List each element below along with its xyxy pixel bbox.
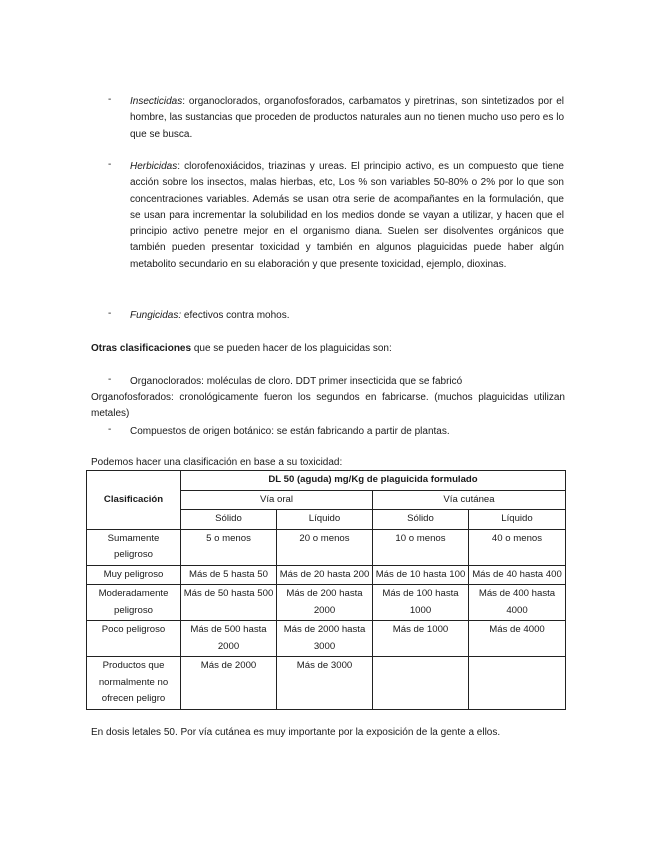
cell-oral-solido: Más de 50 hasta 500 bbox=[181, 585, 277, 621]
cell-oral-liquido: Más de 20 hasta 200 bbox=[277, 565, 373, 585]
row-label: Sumamente peligroso bbox=[87, 529, 181, 565]
cell-cutanea-liquido: 40 o menos bbox=[469, 529, 566, 565]
cell-cutanea-solido bbox=[373, 657, 469, 710]
bullet-dash: - bbox=[108, 159, 112, 170]
cell-oral-solido: Más de 500 hasta 2000 bbox=[181, 621, 277, 657]
col-header-clasificacion: Clasificación bbox=[87, 471, 181, 530]
organofosforados-text: Organofosforados: cronológicamente fueron los segundos en fabricarse. (muchos plaguicidas utilizan metales) bbox=[91, 392, 565, 419]
group-header-dl50: DL 50 (aguda) mg/Kg de plaguicida formulado bbox=[181, 471, 566, 491]
otras-clasificaciones bbox=[91, 341, 565, 357]
text-fungicidas: efectivos contra mohos. bbox=[181, 310, 290, 321]
header-liquido: Líquido bbox=[469, 510, 566, 530]
cell-oral-liquido: Más de 200 hasta 2000 bbox=[277, 585, 373, 621]
table-intro: Podemos hacer una clasificación en base a su toxicidad: bbox=[91, 457, 343, 468]
table-row bbox=[87, 565, 566, 585]
cell-oral-solido: Más de 2000 bbox=[181, 657, 277, 710]
bullet-dash: - bbox=[108, 308, 112, 319]
row-label: Poco peligroso bbox=[87, 621, 181, 657]
table-row bbox=[87, 585, 566, 621]
cell-cutanea-solido: Más de 10 hasta 100 bbox=[373, 565, 469, 585]
table-row bbox=[87, 529, 566, 565]
term-fungicidas: Fungicidas: bbox=[130, 310, 182, 321]
otras-rest: que se pueden hacer de los plaguicidas son: bbox=[191, 343, 392, 354]
row-label: Productos que normalmente no ofrecen peligro bbox=[87, 657, 181, 710]
row-label: Moderadamente peligroso bbox=[87, 585, 181, 621]
closing-text: En dosis letales 50. Por vía cutánea es muy importante por la exposición de la gente a ellos. bbox=[91, 727, 501, 738]
toxicity-table bbox=[86, 470, 566, 710]
cell-oral-liquido: Más de 3000 bbox=[277, 657, 373, 710]
cell-cutanea-solido: Más de 100 hasta 1000 bbox=[373, 585, 469, 621]
row-label: Muy peligroso bbox=[87, 565, 181, 585]
cell-cutanea-liquido: Más de 4000 bbox=[469, 621, 566, 657]
header-liquido: Líquido bbox=[277, 510, 373, 530]
table-row bbox=[87, 657, 566, 710]
bullet-dash: - bbox=[108, 374, 112, 385]
cell-oral-liquido: Más de 2000 hasta 3000 bbox=[277, 621, 373, 657]
cell-cutanea-liquido: Más de 400 hasta 4000 bbox=[469, 585, 566, 621]
cell-cutanea-solido: Más de 1000 bbox=[373, 621, 469, 657]
table-row bbox=[87, 621, 566, 657]
cell-cutanea-solido: 10 o menos bbox=[373, 529, 469, 565]
text-insecticidas: : organoclorados, organofosforados, carbamatos y piretrinas, son sintetizados por el hombre, las sustancias que proceden de productos naturales aun no tienen mucho uso pero es lo que se busca. bbox=[130, 96, 564, 140]
text-herbicidas: : clorofenoxiácidos, triazinas y ureas. El principio activo, es un compuesto que tiene acción sobre los insectos, malas hierbas, etc, Los % son variables 50-80% o 2% por lo que son concentraciones variables. Además se usan otra serie de acompañantes en la formulación, que se usan para incrementar la solubilidad en los medios donde se vayan a utilizar, y hacen que el principio activo penetre mejor en el organismo diana. Suelen ser disolventes orgánicos que también pueden presentar toxicidad y también en algunos plaguicidas puede haber algún metabolito secundario en su elaboración y que presente toxicidad, ejemplo, dioxinas. bbox=[130, 161, 564, 270]
cell-oral-solido: Más de 5 hasta 50 bbox=[181, 565, 277, 585]
otras-bold: Otras clasificaciones bbox=[91, 343, 192, 354]
header-solido: Sólido bbox=[373, 510, 469, 530]
cell-oral-liquido: 20 o menos bbox=[277, 529, 373, 565]
cell-cutanea-liquido bbox=[469, 657, 566, 710]
bullet-dash: - bbox=[108, 424, 112, 435]
cell-cutanea-liquido: Más de 40 hasta 400 bbox=[469, 565, 566, 585]
bullet-dash: - bbox=[108, 94, 112, 105]
organoclorados-text: Organoclorados: moléculas de cloro. DDT primer insecticida que se fabricó bbox=[130, 376, 463, 387]
cell-oral-solido: 5 o menos bbox=[181, 529, 277, 565]
term-insecticidas: Insecticidas bbox=[130, 96, 183, 107]
header-via-oral: Vía oral bbox=[181, 490, 373, 510]
header-via-cutanea: Vía cutánea bbox=[373, 490, 566, 510]
table-header-row bbox=[87, 471, 566, 491]
term-herbicidas: Herbicidas bbox=[130, 161, 178, 172]
botanico-text: Compuestos de origen botánico: se están fabricando a partir de plantas. bbox=[130, 426, 450, 437]
header-solido: Sólido bbox=[181, 510, 277, 530]
